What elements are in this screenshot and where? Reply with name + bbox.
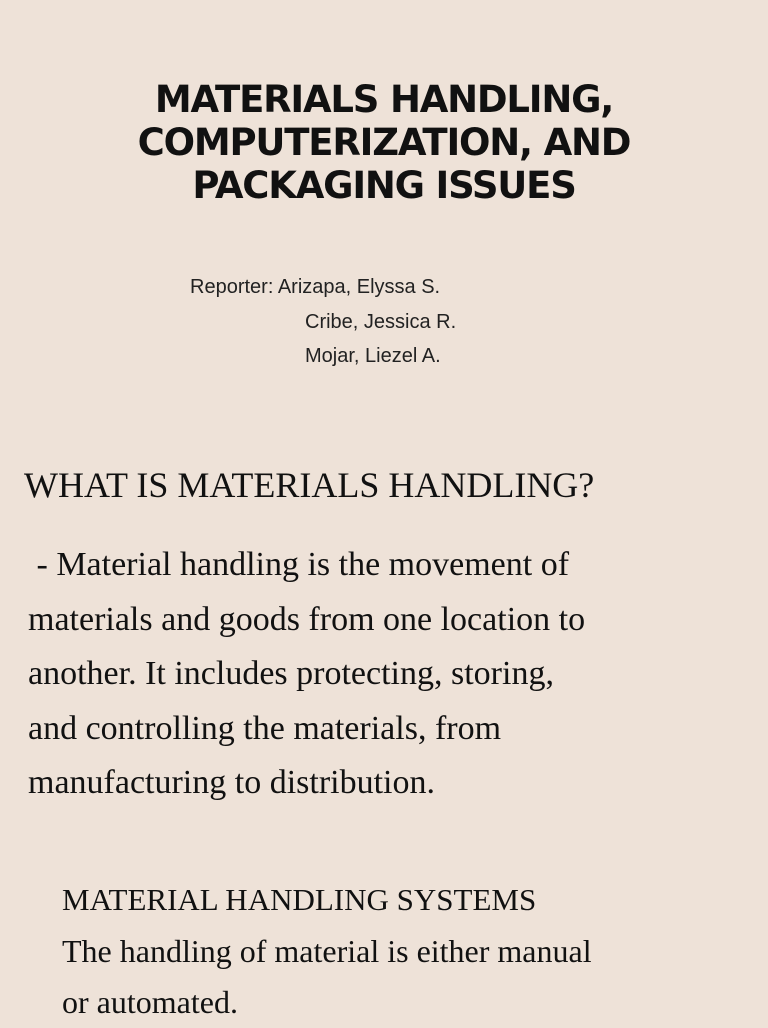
- reporter-name: Cribe, Jessica R.: [305, 310, 457, 333]
- reporter-label: Reporter: Arizapa, Elyssa S.: [190, 276, 441, 298]
- systems-heading: MATERIAL HANDLING SYSTEMS: [62, 882, 537, 917]
- definition-line: materials and goods from one location to: [28, 600, 586, 638]
- definition-line: manufacturing to distribution.: [28, 764, 435, 801]
- reporter-name: Mojar, Liezel A.: [305, 345, 441, 367]
- reporters-block: [190, 270, 456, 374]
- definition-line: another. It includes protecting, storing,: [28, 655, 554, 692]
- definition-paragraph: [28, 538, 748, 811]
- systems-line: The handling of material is either manual: [62, 933, 592, 969]
- title-line: COMPUTERIZATION, AND: [137, 121, 631, 164]
- title-line: MATERIALS HANDLING,: [154, 78, 614, 121]
- definition-line: - Material handling is the movement of: [28, 546, 570, 583]
- systems-paragraph: [62, 926, 592, 1028]
- systems-line: or automated.: [62, 984, 238, 1020]
- definition-line: and controlling the materials, from: [28, 709, 502, 747]
- section-heading: WHAT IS MATERIALS HANDLING?: [24, 465, 595, 505]
- title-line: PACKAGING ISSUES: [192, 164, 576, 207]
- document-title: [0, 78, 768, 207]
